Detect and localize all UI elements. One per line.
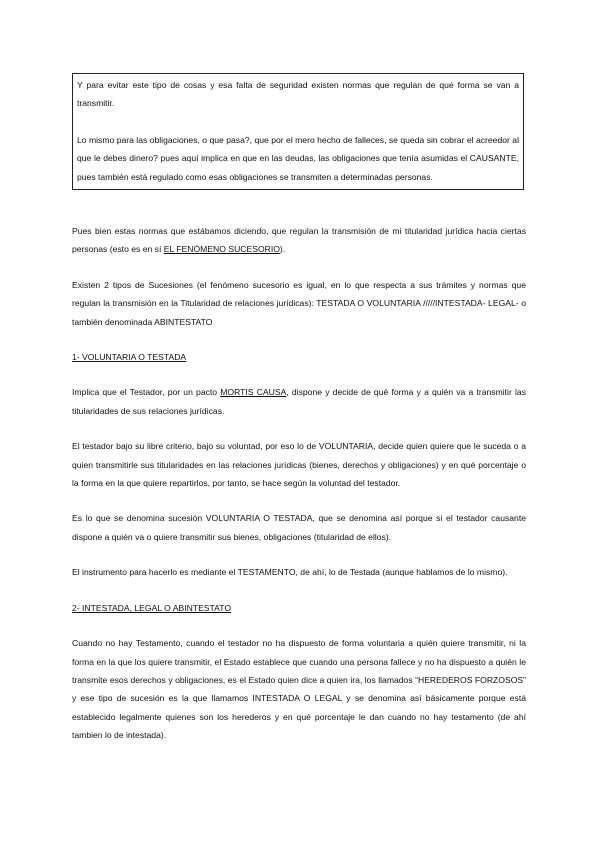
s1-text-after: , dispone y decide de qué forma y a quién va a transmitir las titularidades de sus relaciones jurídicas. <box>72 387 526 416</box>
intro-text-before: Pues bien estas normas que estábamos diciendo, que regulan la transmisión de mi titularidad jurídica hacia ciertas personas (esto es en sí <box>72 226 526 255</box>
s1-text-before: Implica que el Testador, por un pacto <box>72 387 221 398</box>
fenomeno-sucesorio-term: EL FENÓMENO SUCESORIO <box>163 244 280 255</box>
intro-paragraph-2: Existen 2 tipos de Sucesiones (el fenómeno sucesorio es igual, en lo que respecta a sus trámites y normas que regulan la transmisión en la Titularidad de relaciones jurídicas): TESTADA O VOLUNTARIA /////INTESTADA- LEGAL- o también denominada ABINTESTATO <box>72 279 526 327</box>
section-1-paragraph-1 <box>72 383 526 420</box>
document-body <box>72 222 526 762</box>
box-paragraph-1: Y para evitar este tipo de cosas y esa falta de seguridad existen normas que regulan de qué forma se van a transmitir. <box>77 80 519 109</box>
box-paragraph-2: Lo mismo para las obligaciones, o que pasa?, que por el mero hecho de falleces, se queda sin cobrar el acreedor al que le debes dinero? pues aquí implica en que en las deudas, las obligaciones que tenía asumidas el CAUSANTE, pues también está regulado como esas obligaciones se transmiten a determinadas personas. <box>77 134 519 182</box>
section-1-paragraph-2: El testador bajo su libre criterio, bajo su voluntad, por eso lo de VOLUNTARIA, decide quien quiere que le suceda o a quien transmitirle sus titularidades en las relaciones jurídicas (bienes, derechos y obligaciones) y en qué porcentaje o la forma en la que quiere repartirlos, por tanto, se hace según la voluntad del testador. <box>72 441 526 489</box>
boxed-note <box>72 73 524 190</box>
mortis-causa-term: MORTIS CAUSA <box>220 387 287 398</box>
section-1-paragraph-4: El instrumento para hacerlo es mediante el TESTAMENTO, de ahí, lo de Testada (aunque hablamos de lo mismo). <box>72 567 508 578</box>
intro-paragraph-1 <box>72 222 526 259</box>
section-1-heading: 1- VOLUNTARIA O TESTADA <box>72 352 187 363</box>
intro-text-after: ). <box>279 244 286 255</box>
section-2-heading: 2- INTESTADA, LEGAL O ABINTESTATO <box>72 602 232 613</box>
section-2-paragraph-1: Cuando no hay Testamento, cuando el testador no ha dispuesto de forma voluntaria a quién quiere transmitir, ni la forma en la que los quiere transmitir, el Estado establece que cuando una persona fallece y no ha dispuesto a quién le transmite esos derechos y obligaciones, es el Estado quien dice a quien ira, los llamados “HEREDEROS FORZOSOS” y ese tipo de sucesión es la que llamamos INTESTADA O LEGAL y se denomina así básicamente porque está establecido legalmente quienes son los herederos y en qué porcentaje le dan cuando no hay testamento (de ahí tambien lo de intestada). <box>72 638 526 741</box>
section-1-paragraph-3: Es lo que se denomina sucesión VOLUNTARIA O TESTADA, que se denomina así porque si el testador causante dispone a quién va o quiere transmitir sus bienes, obligaciones (titularidad de ellos). <box>72 513 526 542</box>
